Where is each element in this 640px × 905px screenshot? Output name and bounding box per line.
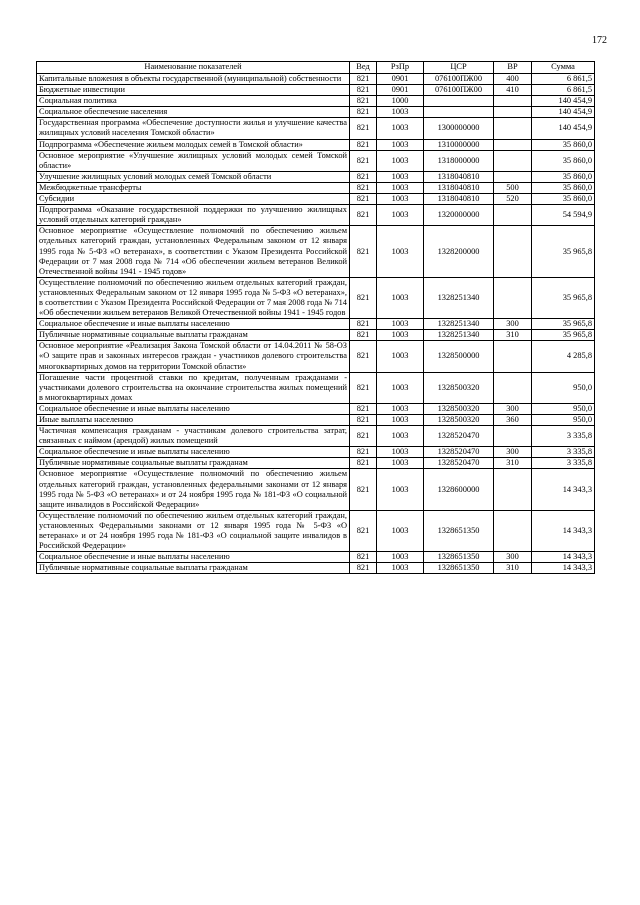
cell-name: Частичная компенсация гражданам - участникам долевого строительства затрат, связанных с наймом (арендой) жилых помещений (37, 426, 350, 447)
cell-ved: 821 (350, 74, 377, 85)
cell-sum: 35 860,0 (532, 171, 595, 182)
cell-csr: 076100ПЖ00 (424, 85, 494, 96)
cell-name: Улучшение жилищных условий молодых семей Томской области (37, 171, 350, 182)
page-number: 172 (592, 35, 607, 46)
table-row (37, 277, 595, 318)
table-row (37, 96, 595, 107)
cell-csr: 1328600000 (424, 469, 494, 510)
cell-sum: 3 335,8 (532, 426, 595, 447)
cell-ved: 821 (350, 510, 377, 551)
table-row (37, 226, 595, 277)
cell-csr: 1318040810 (424, 171, 494, 182)
cell-sum: 35 860,0 (532, 182, 595, 193)
cell-vr (494, 107, 532, 118)
cell-ved: 821 (350, 139, 377, 150)
table-row (37, 85, 595, 96)
cell-rzpr: 1003 (377, 330, 424, 341)
cell-rzpr: 0901 (377, 74, 424, 85)
cell-name: Капитальные вложения в объекты государственной (муниципальной) собственности (37, 74, 350, 85)
table-header-row (37, 62, 595, 74)
table-row (37, 319, 595, 330)
cell-sum: 3 335,8 (532, 458, 595, 469)
cell-ved: 821 (350, 319, 377, 330)
cell-rzpr: 1003 (377, 510, 424, 551)
header-sum: Сумма (532, 62, 595, 74)
cell-rzpr: 1003 (377, 341, 424, 372)
cell-rzpr: 1003 (377, 552, 424, 563)
cell-vr: 500 (494, 182, 532, 193)
header-rzpr: РзПр (377, 62, 424, 74)
cell-vr (494, 469, 532, 510)
header-csr: ЦСР (424, 62, 494, 74)
cell-rzpr: 1003 (377, 458, 424, 469)
cell-csr: 1328251340 (424, 319, 494, 330)
cell-sum: 35 860,0 (532, 194, 595, 205)
cell-ved: 821 (350, 330, 377, 341)
table-row (37, 426, 595, 447)
table-row (37, 150, 595, 171)
cell-vr: 310 (494, 330, 532, 341)
cell-ved: 821 (350, 205, 377, 226)
cell-sum: 35 860,0 (532, 139, 595, 150)
cell-sum: 35 965,8 (532, 330, 595, 341)
cell-sum: 140 454,9 (532, 107, 595, 118)
cell-sum: 14 343,3 (532, 510, 595, 551)
cell-name: Социальное обеспечение и иные выплаты населению (37, 447, 350, 458)
table-row (37, 107, 595, 118)
cell-name: Подпрограмма «Оказание государственной поддержки по улучшению жилищных условий отдельных категорий граждан» (37, 205, 350, 226)
cell-sum: 4 285,8 (532, 341, 595, 372)
cell-ved: 821 (350, 469, 377, 510)
budget-table (36, 61, 595, 574)
cell-vr (494, 226, 532, 277)
cell-csr: 1328651350 (424, 563, 494, 574)
cell-csr: 1328651350 (424, 510, 494, 551)
cell-ved: 821 (350, 372, 377, 403)
cell-sum: 35 860,0 (532, 150, 595, 171)
cell-ved: 821 (350, 150, 377, 171)
cell-ved: 821 (350, 96, 377, 107)
cell-rzpr: 1003 (377, 426, 424, 447)
cell-ved: 821 (350, 447, 377, 458)
cell-csr: 1328651350 (424, 552, 494, 563)
cell-csr: 1320000000 (424, 205, 494, 226)
cell-vr (494, 277, 532, 318)
cell-name: Подпрограмма «Обеспечение жильем молодых семей в Томской области» (37, 139, 350, 150)
cell-ved: 821 (350, 277, 377, 318)
cell-csr: 1300000000 (424, 118, 494, 139)
cell-name: Социальное обеспечение и иные выплаты населению (37, 319, 350, 330)
cell-rzpr: 1003 (377, 139, 424, 150)
cell-rzpr: 1003 (377, 372, 424, 403)
table-row (37, 552, 595, 563)
cell-rzpr: 1003 (377, 171, 424, 182)
table-row (37, 447, 595, 458)
cell-sum: 6 861,5 (532, 85, 595, 96)
table-row (37, 139, 595, 150)
cell-sum: 3 335,8 (532, 447, 595, 458)
cell-sum: 140 454,9 (532, 96, 595, 107)
cell-vr (494, 426, 532, 447)
cell-vr: 300 (494, 403, 532, 414)
cell-csr: 1328251340 (424, 330, 494, 341)
table-row (37, 458, 595, 469)
cell-sum: 140 454,9 (532, 118, 595, 139)
table-row (37, 510, 595, 551)
cell-ved: 821 (350, 403, 377, 414)
cell-sum: 950,0 (532, 415, 595, 426)
cell-vr (494, 171, 532, 182)
cell-vr: 310 (494, 563, 532, 574)
cell-name: Иные выплаты населению (37, 415, 350, 426)
cell-csr: 1318040810 (424, 182, 494, 193)
cell-csr (424, 107, 494, 118)
cell-vr: 400 (494, 74, 532, 85)
cell-name: Публичные нормативные социальные выплаты гражданам (37, 330, 350, 341)
table-row (37, 118, 595, 139)
cell-name: Осуществление полномочий по обеспечению жильем отдельных категорий граждан, установленных Федеральным законом от 12 января 1995 года № 5-ФЗ «О ветеранах», в соответствии с Указом Президента Российской Федерации от 7 мая 2008 года № 714 «Об обеспечении жильем ветеранов Великой Отечественной войны 1941 - 1945 годов (37, 277, 350, 318)
cell-sum: 35 965,8 (532, 319, 595, 330)
cell-vr (494, 205, 532, 226)
table-row (37, 171, 595, 182)
cell-csr: 1328520470 (424, 426, 494, 447)
table-body (37, 74, 595, 574)
cell-sum: 14 343,3 (532, 552, 595, 563)
table-row (37, 182, 595, 193)
cell-rzpr: 1003 (377, 319, 424, 330)
cell-vr: 300 (494, 447, 532, 458)
cell-rzpr: 1003 (377, 403, 424, 414)
cell-sum: 35 965,8 (532, 277, 595, 318)
cell-vr: 300 (494, 552, 532, 563)
cell-vr: 300 (494, 319, 532, 330)
cell-rzpr: 1003 (377, 447, 424, 458)
cell-vr (494, 372, 532, 403)
cell-ved: 821 (350, 563, 377, 574)
header-name: Наименование показателей (37, 62, 350, 74)
cell-name: Государственная программа «Обеспечение доступности жилья и улучшение качества жилищных условий населения Томской области» (37, 118, 350, 139)
cell-sum: 35 965,8 (532, 226, 595, 277)
cell-ved: 821 (350, 118, 377, 139)
cell-vr (494, 341, 532, 372)
cell-csr: 1310000000 (424, 139, 494, 150)
cell-name: Субсидии (37, 194, 350, 205)
table-row (37, 403, 595, 414)
cell-name: Основное мероприятие «Реализация Закона Томской области от 14.04.2011 № 58-ОЗ «О защите прав и законных интересов граждан - участников долевого строительства многоквартирных домов на территории Томской области» (37, 341, 350, 372)
cell-vr: 520 (494, 194, 532, 205)
cell-ved: 821 (350, 341, 377, 372)
cell-vr: 360 (494, 415, 532, 426)
cell-ved: 821 (350, 107, 377, 118)
cell-rzpr: 1003 (377, 205, 424, 226)
cell-csr: 1328500320 (424, 403, 494, 414)
cell-rzpr: 1003 (377, 226, 424, 277)
cell-name: Погашение части процентной ставки по кредитам, полученным гражданами - участниками долевого строительства на окончание строительства жилых помещений в многоквартирных домах (37, 372, 350, 403)
cell-name: Социальная политика (37, 96, 350, 107)
cell-sum: 950,0 (532, 403, 595, 414)
cell-name: Бюджетные инвестиции (37, 85, 350, 96)
cell-rzpr: 1003 (377, 194, 424, 205)
table-row (37, 341, 595, 372)
table-row (37, 74, 595, 85)
cell-csr: 1318040810 (424, 194, 494, 205)
table-row (37, 415, 595, 426)
cell-csr: 1328520470 (424, 458, 494, 469)
cell-vr (494, 139, 532, 150)
cell-ved: 821 (350, 85, 377, 96)
cell-sum: 14 343,3 (532, 563, 595, 574)
table-row (37, 205, 595, 226)
cell-name: Социальное обеспечение населения (37, 107, 350, 118)
cell-csr: 1328251340 (424, 277, 494, 318)
cell-ved: 821 (350, 458, 377, 469)
header-vr: ВР (494, 62, 532, 74)
cell-name: Основное мероприятие «Осуществление полномочий по обеспечению жильем отдельных категорий граждан, установленных Федеральным законом от 12 января 1995 года № 5-ФЗ «О ветеранах», в соответствии с Указом Президента Российской Федерации от 7 мая 2008 года № 714 «Об обеспечении жильем ветеранов Великой Отечественной войны 1941 - 1945 годов» (37, 226, 350, 277)
cell-ved: 821 (350, 415, 377, 426)
cell-vr (494, 150, 532, 171)
cell-ved: 821 (350, 182, 377, 193)
cell-rzpr: 0901 (377, 85, 424, 96)
cell-csr: 1328500000 (424, 341, 494, 372)
cell-sum: 54 594,9 (532, 205, 595, 226)
cell-name: Основное мероприятие «Осуществление полномочий по обеспечению жильем отдельных категорий граждан, установленных федеральными законами от 12 января 1995 года № 5-ФЗ «О ветеранах» и от 24 ноября 1995 года № 181-ФЗ «О социальной защите инвалидов в Российской Федерации» (37, 469, 350, 510)
cell-rzpr: 1003 (377, 182, 424, 193)
cell-vr (494, 510, 532, 551)
cell-name: Основное мероприятие «Улучшение жилищных условий молодых семей Томской области» (37, 150, 350, 171)
cell-rzpr: 1003 (377, 469, 424, 510)
table-row (37, 563, 595, 574)
cell-csr: 076100ПЖ00 (424, 74, 494, 85)
cell-ved: 821 (350, 171, 377, 182)
cell-vr: 410 (494, 85, 532, 96)
header-ved: Вед (350, 62, 377, 74)
cell-name: Социальное обеспечение и иные выплаты населению (37, 403, 350, 414)
cell-csr: 1318000000 (424, 150, 494, 171)
table-row (37, 372, 595, 403)
cell-rzpr: 1003 (377, 563, 424, 574)
cell-ved: 821 (350, 226, 377, 277)
cell-ved: 821 (350, 426, 377, 447)
cell-name: Публичные нормативные социальные выплаты гражданам (37, 563, 350, 574)
cell-name: Межбюджетные трансферты (37, 182, 350, 193)
cell-vr (494, 118, 532, 139)
cell-sum: 950,0 (532, 372, 595, 403)
cell-csr: 1328500320 (424, 372, 494, 403)
cell-csr: 1328200000 (424, 226, 494, 277)
cell-rzpr: 1003 (377, 415, 424, 426)
cell-vr: 310 (494, 458, 532, 469)
cell-sum: 14 343,3 (532, 469, 595, 510)
cell-csr: 1328500320 (424, 415, 494, 426)
cell-name: Публичные нормативные социальные выплаты гражданам (37, 458, 350, 469)
table-row (37, 194, 595, 205)
cell-rzpr: 1003 (377, 107, 424, 118)
cell-rzpr: 1003 (377, 118, 424, 139)
cell-vr (494, 96, 532, 107)
cell-ved: 821 (350, 194, 377, 205)
cell-sum: 6 861,5 (532, 74, 595, 85)
table-row (37, 330, 595, 341)
cell-rzpr: 1000 (377, 96, 424, 107)
cell-rzpr: 1003 (377, 150, 424, 171)
cell-csr (424, 96, 494, 107)
cell-rzpr: 1003 (377, 277, 424, 318)
cell-csr: 1328520470 (424, 447, 494, 458)
table-row (37, 469, 595, 510)
cell-ved: 821 (350, 552, 377, 563)
cell-name: Осуществление полномочий по обеспечению жильем отдельных категорий граждан, установленных Федеральными законами от 12 января 1995 года № 5-ФЗ «О ветеранах» и от 24 ноября 1995 года № 181-ФЗ «О социальной защите инвалидов в Российской Федерации» (37, 510, 350, 551)
cell-name: Социальное обеспечение и иные выплаты населению (37, 552, 350, 563)
